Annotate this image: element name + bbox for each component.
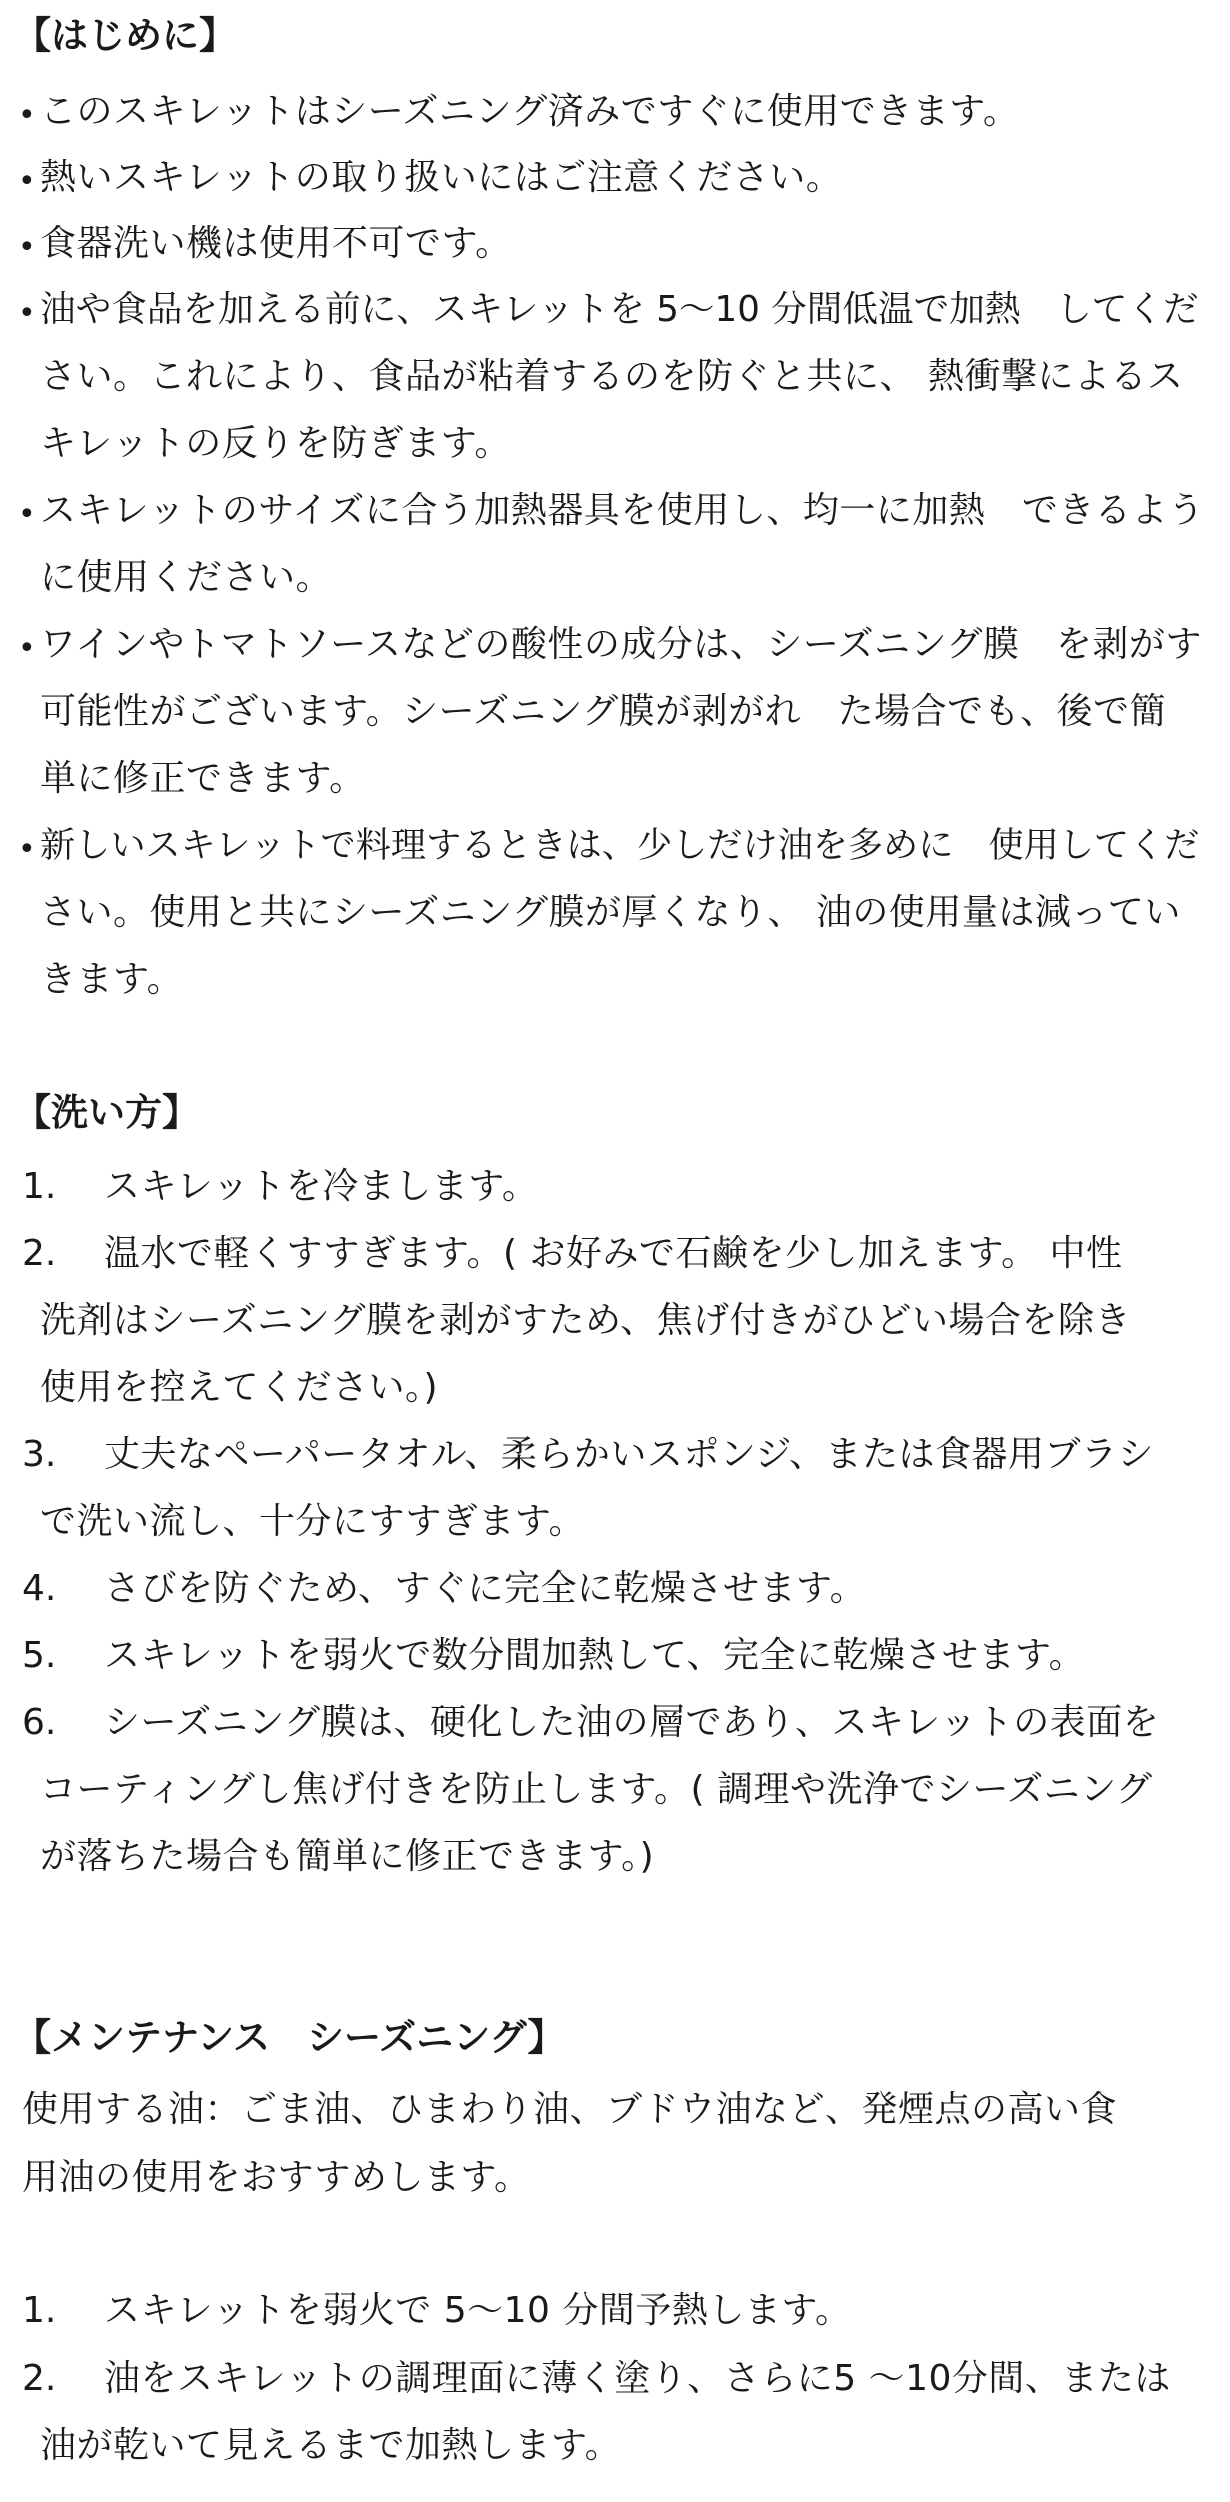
step-number: 5. <box>22 1635 57 1676</box>
list-item-line: 可能性がございます。シーズニング膜が剥がれ た場合でも、後で簡 <box>40 691 1167 732</box>
section-heading-seasoning: 【メンテナンス シーズニング】 <box>14 2016 565 2059</box>
step-number: 2. <box>22 1233 57 1274</box>
list-item-line: が落ちた場合も簡単に修正できます。) <box>40 1836 655 1877</box>
step-number: 6. <box>22 1702 57 1743</box>
list-item-line: コーティングし焦げ付きを防止します。( 調理や洗浄でシーズニング <box>40 1769 1153 1810</box>
section-heading-washing: 【洗い方】 <box>14 1091 199 1134</box>
list-item-line: スキレットを冷まします。 <box>104 1166 539 1207</box>
list-item-line: で洗い流し、十分にすすぎます。 <box>40 1501 585 1542</box>
bullet-icon: • <box>18 230 36 265</box>
list-item-line: 熱いスキレットの取り扱いにはご注意ください。 <box>40 157 843 198</box>
oil-recommendation-line: 用油の使用をおすすめします。 <box>22 2157 531 2198</box>
list-item-line: に使用ください。 <box>40 557 333 598</box>
list-item-line: スキレットを弱火で 5〜10 分間予熱します。 <box>104 2290 852 2331</box>
list-item-line: 単に修正できます。 <box>40 758 366 799</box>
list-item-line: さい。これにより、食品が粘着するのを防ぐと共に、 熱衝撃によるス <box>40 356 1184 397</box>
list-item-line: シーズニング膜は、硬化した油の層であり、スキレットの表面を <box>104 1702 1160 1743</box>
list-item-line: 温水で軽くすすぎます。( お好みで石鹸を少し加えます。 中性 <box>104 1233 1123 1274</box>
list-item-line: 油をスキレットの調理面に薄く塗り、さらに5 〜10分間、または <box>104 2358 1171 2399</box>
list-item-line: ワインやトマトソースなどの酸性の成分は、シーズニング膜 を剥がす <box>40 624 1202 665</box>
list-item-line: 食器洗い機は使用不可です。 <box>40 223 512 264</box>
bullet-icon: • <box>18 164 36 199</box>
bullet-icon: • <box>18 832 36 867</box>
bullet-icon: • <box>18 296 36 331</box>
step-number: 1. <box>22 1166 57 1207</box>
list-item-line: さい。使用と共にシーズニング膜が厚くなり、 油の使用量は減ってい <box>40 892 1181 933</box>
section-heading-intro: 【はじめに】 <box>14 14 236 57</box>
step-number: 2. <box>22 2358 57 2399</box>
bullet-icon: • <box>18 98 36 133</box>
list-item-line: 丈夫なペーパータオル、柔らかいスポンジ、または食器用ブラシ <box>104 1434 1155 1475</box>
list-item-line: 使用を控えてください。) <box>40 1367 439 1408</box>
step-number: 4. <box>22 1568 57 1609</box>
list-item-line: このスキレットはシーズニング済みですぐに使用できます。 <box>40 91 1020 132</box>
oil-recommendation-line: 使用する油：ごま油、ひまわり油、ブドウ油など、発煙点の高い食 <box>22 2089 1118 2130</box>
bullet-icon: • <box>18 497 36 532</box>
list-item-line: 油や食品を加える前に、スキレットを 5〜10 分間低温で加熱 してくだ <box>40 289 1199 330</box>
step-number: 1. <box>22 2290 57 2331</box>
list-item-line: 油が乾いて見えるまで加熱します。 <box>40 2425 622 2466</box>
list-item-line: スキレットを弱火で数分間加熱して、完全に乾燥させます。 <box>104 1635 1086 1676</box>
list-item-line: スキレットのサイズに合う加熱器具を使用し、均一に加熱 できるよう <box>40 490 1205 531</box>
list-item-line: 新しいスキレットで料理するときは、少しだけ油を多めに 使用してくだ <box>40 825 1200 866</box>
step-number: 3. <box>22 1434 57 1475</box>
list-item-line: きます。 <box>40 959 184 1000</box>
list-item-line: さびを防ぐため、すぐに完全に乾燥させます。 <box>104 1568 867 1609</box>
list-item-line: 洗剤はシーズニング膜を剥がすため、焦げ付きがひどい場合を除き <box>40 1300 1132 1341</box>
bullet-icon: • <box>18 631 36 666</box>
list-item-line: キレットの反りを防ぎます。 <box>40 423 511 464</box>
